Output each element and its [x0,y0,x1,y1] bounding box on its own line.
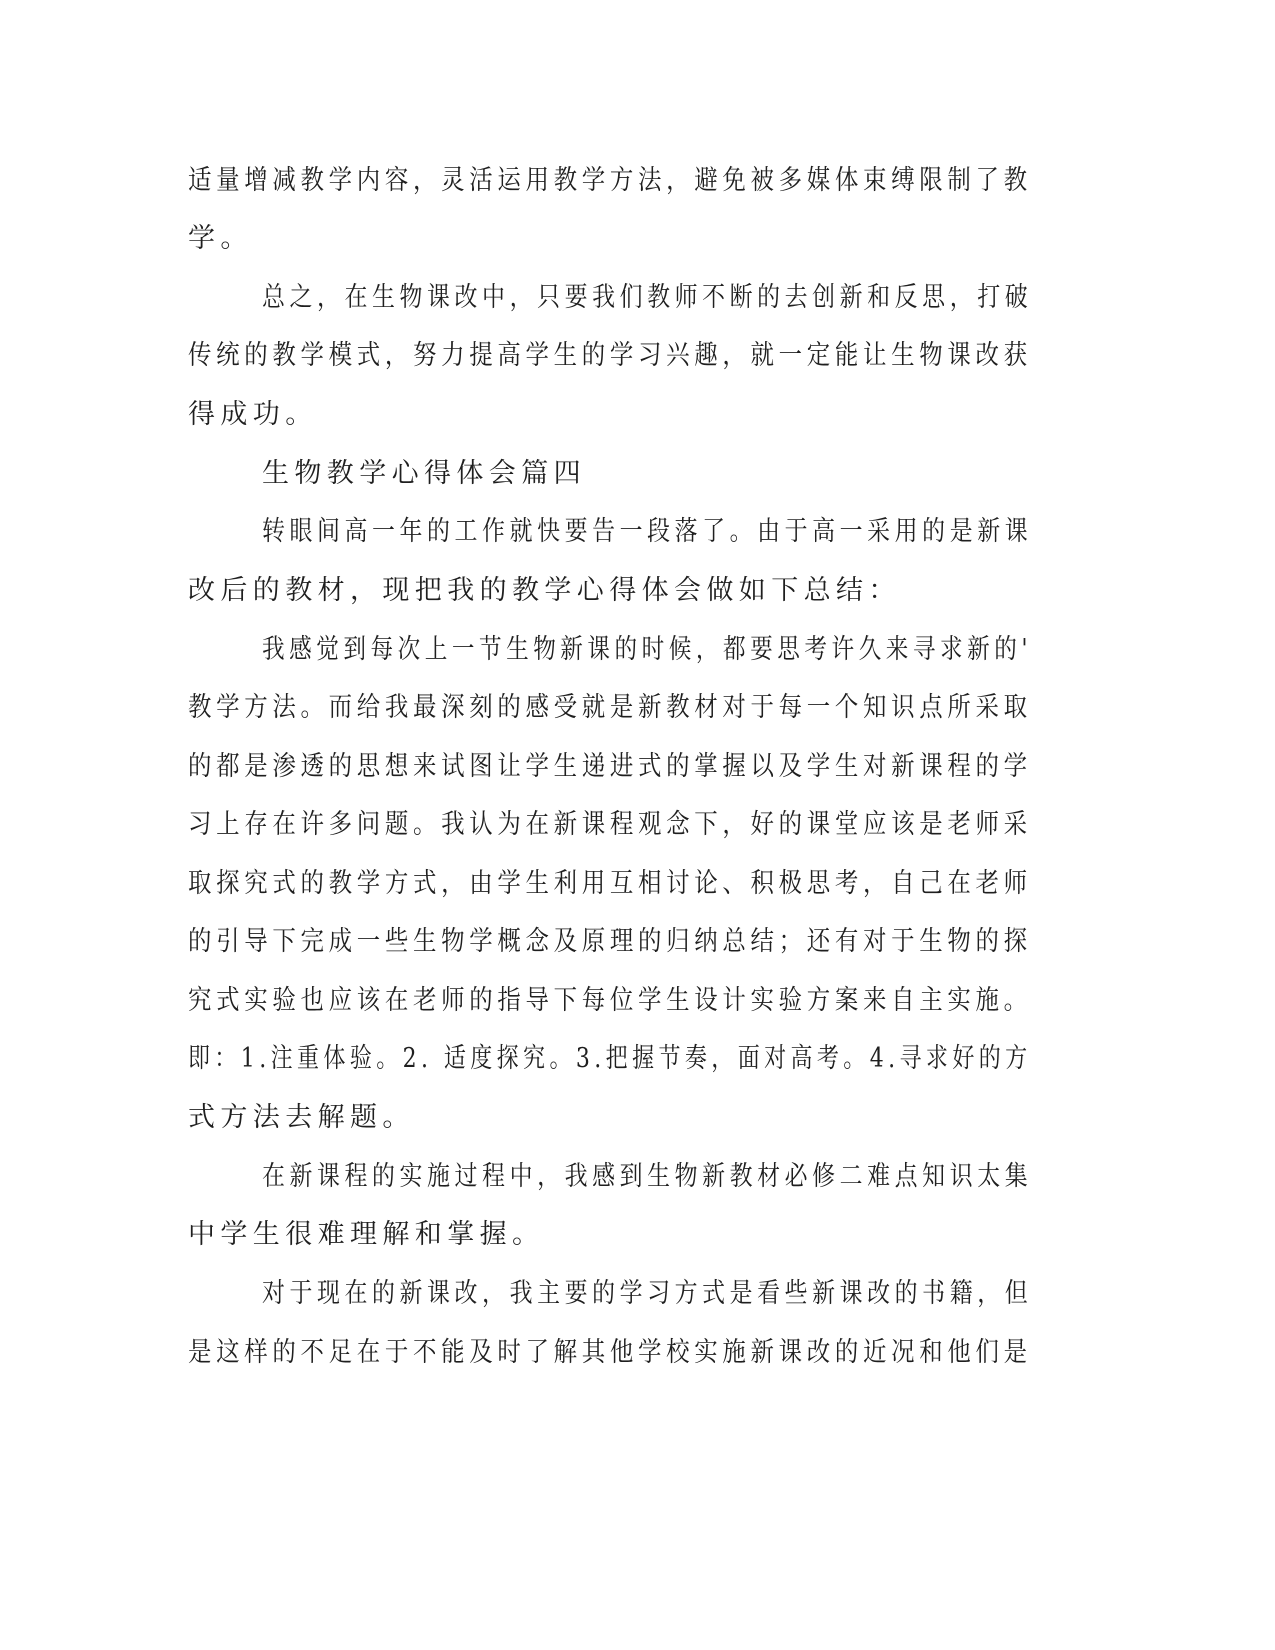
text-line-15: 究式实验也应该在老师的指导下每位学生设计实验方案来自主实施。 [188,985,1032,1016]
text-line-4: 传统的教学模式，努力提高学生的学习兴趣，就一定能让生物课改获 [188,340,1032,371]
text-line-13: 取探究式的教学方式，由学生利用互相讨论、积极思考，自己在老师 [188,868,1032,899]
text-line-1: 适量增减教学内容，灵活运用教学方法，避免被多媒体束缚限制了教 [188,165,1032,196]
text-line-12: 习上存在许多问题。我认为在新课程观念下，好的课堂应该是老师采 [188,809,1032,840]
text-line-10: 教学方法。而给我最深刻的感受就是新教材对于每一个知识点所采取 [188,692,1032,723]
text-line-17: 式方法去解题。 [188,1102,415,1133]
section-heading: 生物教学心得体会篇四 [262,458,586,489]
text-line-19: 中学生很难理解和掌握。 [188,1219,545,1250]
paragraph-start-line-20: 对于现在的新课改，我主要的学习方式是看些新课改的书籍，但 [262,1278,1033,1309]
paragraph-start-line-7: 转眼间高一年的工作就快要告一段落了。由于高一采用的是新课 [262,516,1033,547]
text-line-16: 即：1.注重体验。2. 适度探究。3.把握节奏，面对高考。4.寻求好的方 [188,1043,1032,1074]
text-line-21: 是这样的不足在于不能及时了解其他学校实施新课改的近况和他们是 [188,1337,1032,1368]
text-line-2: 学。 [188,223,253,254]
paragraph-start-line-18: 在新课程的实施过程中，我感到生物新教材必修二难点知识太集 [262,1161,1033,1192]
text-line-5: 得成功。 [188,399,318,430]
text-line-8: 改后的教材，现把我的教学心得体会做如下总结： [188,575,901,606]
text-line-14: 的引导下完成一些生物学概念及原理的归纳总结；还有对于生物的探 [188,926,1032,957]
text-line-11: 的都是渗透的思想来试图让学生递进式的掌握以及学生对新课程的学 [188,751,1032,782]
paragraph-start-line-9: 我感觉到每次上一节生物新课的时候，都要思考许久来寻求新的' [262,634,1033,665]
paragraph-start-line-3: 总之，在生物课改中，只要我们教师不断的去创新和反思，打破 [262,282,1033,313]
